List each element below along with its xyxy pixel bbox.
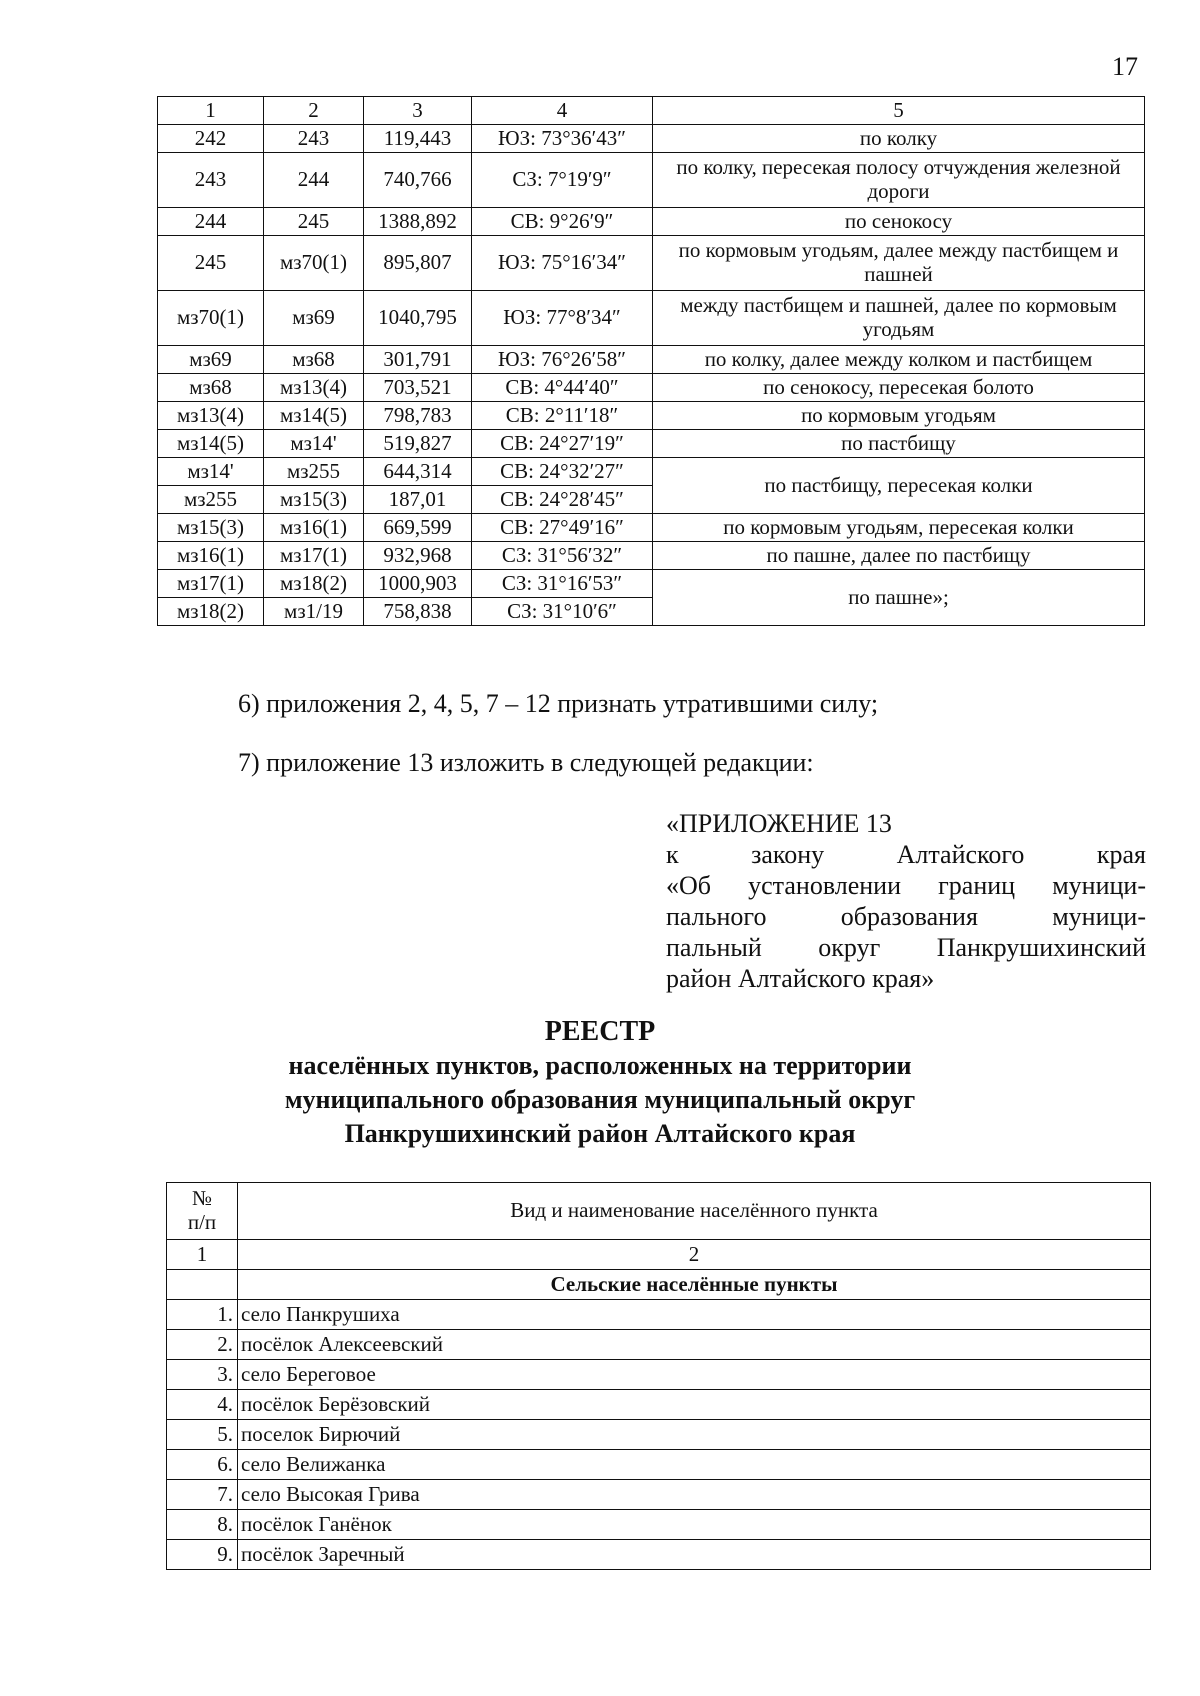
registry-row-name: село Велижанка [238,1450,1151,1480]
boundary-to: 244 [264,153,364,208]
boundary-direction: ЮЗ: 75°16′34″ [472,236,653,291]
boundary-table [157,96,1145,626]
boundary-to: 243 [264,125,364,153]
appendix-line: к закону Алтайского края [666,840,1146,869]
boundary-to: мз14' [264,430,364,458]
appendix-line: район Алтайского края» [666,964,935,993]
boundary-direction: СВ: 4°44′40″ [472,374,653,402]
boundary-row [158,458,1145,486]
boundary-from: мз70(1) [158,291,264,346]
boundary-header-cell: 1 [158,97,264,125]
boundary-description: по колку, далее между колком и пастбищем [653,346,1145,374]
registry-row-name: посёлок Ганёнок [238,1510,1151,1540]
page-number: 17 [1112,52,1138,81]
number-sign: № [191,1186,213,1211]
boundary-row [158,291,1145,346]
amendment-item-6: 6) приложения 2, 4, 5, 7 – 12 признать утратившими силу; [238,689,879,718]
boundary-header-cell: 3 [364,97,472,125]
boundary-row [158,542,1145,570]
boundary-length: 119,443 [364,125,472,153]
registry-row-name: село Береговое [238,1360,1151,1390]
boundary-row [158,402,1145,430]
boundary-length: 740,766 [364,153,472,208]
boundary-length: 932,968 [364,542,472,570]
boundary-description: по сенокосу [653,208,1145,236]
registry-row-number: 6. [167,1450,238,1480]
registry-header-name: Вид и наименование населённого пункта [238,1183,1151,1240]
boundary-row [158,514,1145,542]
registry-row-number: 5. [167,1420,238,1450]
boundary-from: мз17(1) [158,570,264,598]
boundary-length: 1388,892 [364,208,472,236]
appendix-heading [666,808,1146,994]
registry-row-name: посёлок Берёзовский [238,1390,1151,1420]
boundary-from: мз69 [158,346,264,374]
registry-row-name: поселок Бирючий [238,1420,1151,1450]
registry-row [167,1420,1151,1450]
boundary-direction: СВ: 24°32′27″ [472,458,653,486]
registry-subtitle: Панкрушихинский район Алтайского края [344,1119,856,1148]
boundary-to: мз16(1) [264,514,364,542]
boundary-direction: СЗ: 7°19′9″ [472,153,653,208]
registry-title: РЕЕСТР [544,1016,656,1047]
boundary-from: мз68 [158,374,264,402]
registry-row-name: село Высокая Грива [238,1480,1151,1510]
boundary-description: по колку [653,125,1145,153]
registry-subtitle: населённых пунктов, расположенных на территории [288,1051,912,1080]
boundary-description: по пашне, далее по пастбищу [653,542,1145,570]
boundary-to: мз70(1) [264,236,364,291]
boundary-direction: СЗ: 31°16′53″ [472,570,653,598]
registry-row-number: 1. [167,1300,238,1330]
boundary-from: мз15(3) [158,514,264,542]
registry-row-number: 9. [167,1540,238,1570]
boundary-row [158,125,1145,153]
registry-index-row [167,1240,1151,1270]
boundary-description: между пастбищем и пашней, далее по кормовым угодьям [653,291,1145,346]
boundary-description: по кормовым угодьям, далее между пастбищем и пашней [653,236,1145,291]
registry-section-title: Сельские населённые пункты [238,1270,1151,1300]
registry-index-cell: 2 [238,1240,1151,1270]
boundary-from: мз14(5) [158,430,264,458]
boundary-length: 301,791 [364,346,472,374]
boundary-from: 245 [158,236,264,291]
boundary-direction: ЮЗ: 73°36′43″ [472,125,653,153]
registry-header-row [167,1183,1151,1240]
registry-row [167,1330,1151,1360]
registry-row [167,1480,1151,1510]
number-abbrev: п/п [187,1210,217,1234]
boundary-row [158,374,1145,402]
appendix-line: пальный округ Панкрушихинский [666,933,1146,962]
boundary-row [158,346,1145,374]
boundary-description: по пашне»; [653,570,1145,626]
boundary-description: по кормовым угодьям [653,402,1145,430]
boundary-direction: СВ: 9°26′9″ [472,208,653,236]
boundary-from: мз14' [158,458,264,486]
boundary-description: по колку, пересекая полосу отчуждения железной дороги [653,153,1145,208]
boundary-from: 244 [158,208,264,236]
boundary-row [158,208,1145,236]
registry-section-row [167,1270,1151,1300]
boundary-length: 669,599 [364,514,472,542]
boundary-direction: ЮЗ: 77°8′34″ [472,291,653,346]
boundary-to: мз255 [264,458,364,486]
boundary-row [158,153,1145,208]
boundary-length: 187,01 [364,486,472,514]
registry-row-number: 3. [167,1360,238,1390]
boundary-length: 703,521 [364,374,472,402]
registry-row-number: 7. [167,1480,238,1510]
boundary-length: 644,314 [364,458,472,486]
boundary-to: мз68 [264,346,364,374]
registry-row-number: 8. [167,1510,238,1540]
boundary-length: 758,838 [364,598,472,626]
boundary-from: мз18(2) [158,598,264,626]
appendix-title: «ПРИЛОЖЕНИЕ 13 [666,809,892,838]
boundary-row [158,430,1145,458]
registry-row [167,1360,1151,1390]
registry-heading [200,1015,1000,1151]
boundary-to: мз69 [264,291,364,346]
registry-section-empty [167,1270,238,1300]
boundary-from: мз16(1) [158,542,264,570]
registry-header-number [167,1183,238,1240]
boundary-from: мз255 [158,486,264,514]
boundary-length: 1000,903 [364,570,472,598]
boundary-to: мз1/19 [264,598,364,626]
registry-row-name: посёлок Заречный [238,1540,1151,1570]
boundary-description: по пастбищу [653,430,1145,458]
boundary-header-cell: 5 [653,97,1145,125]
boundary-to: мз18(2) [264,570,364,598]
registry-row [167,1450,1151,1480]
registry-row-number: 2. [167,1330,238,1360]
boundary-to: 245 [264,208,364,236]
boundary-direction: СЗ: 31°10′6″ [472,598,653,626]
boundary-row [158,236,1145,291]
appendix-line: пального образования муници- [666,902,1146,931]
boundary-direction: СВ: 27°49′16″ [472,514,653,542]
boundary-to: мз17(1) [264,542,364,570]
boundary-length: 798,783 [364,402,472,430]
boundary-from: мз13(4) [158,402,264,430]
boundary-direction: СЗ: 31°56′32″ [472,542,653,570]
boundary-length: 519,827 [364,430,472,458]
registry-row [167,1510,1151,1540]
boundary-length: 1040,795 [364,291,472,346]
boundary-to: мз14(5) [264,402,364,430]
amendment-item-7: 7) приложение 13 изложить в следующей редакции: [238,748,814,777]
registry-row [167,1300,1151,1330]
appendix-line: «Об установлении границ муници- [666,871,1146,900]
boundary-to: мз15(3) [264,486,364,514]
boundary-to: мз13(4) [264,374,364,402]
registry-row-name: село Панкрушиха [238,1300,1151,1330]
boundary-description: по сенокосу, пересекая болото [653,374,1145,402]
boundary-from: 243 [158,153,264,208]
boundary-description: по пастбищу, пересекая колки [653,458,1145,514]
registry-row [167,1540,1151,1570]
boundary-header-cell: 4 [472,97,653,125]
boundary-header-row [158,97,1145,125]
boundary-direction: ЮЗ: 76°26′58″ [472,346,653,374]
boundary-description: по кормовым угодьям, пересекая колки [653,514,1145,542]
registry-index-cell: 1 [167,1240,238,1270]
boundary-row [158,570,1145,598]
boundary-header-cell: 2 [264,97,364,125]
boundary-direction: СВ: 24°28′45″ [472,486,653,514]
boundary-direction: СВ: 2°11′18″ [472,402,653,430]
registry-row [167,1390,1151,1420]
registry-row-name: посёлок Алексеевский [238,1330,1151,1360]
boundary-from: 242 [158,125,264,153]
boundary-direction: СВ: 24°27′19″ [472,430,653,458]
boundary-length: 895,807 [364,236,472,291]
registry-table [166,1182,1151,1570]
registry-subtitle: муниципального образования муниципальный округ [284,1085,916,1114]
registry-row-number: 4. [167,1390,238,1420]
